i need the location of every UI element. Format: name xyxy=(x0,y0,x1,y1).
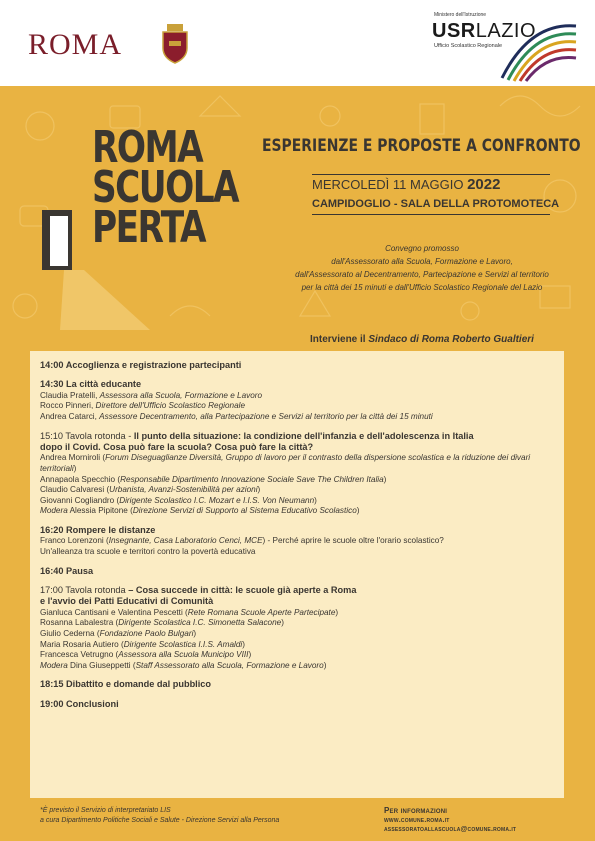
usr-ministry-label: Ministero dell'Istruzione xyxy=(434,12,487,18)
program-item-rompere-distanze: 16:20 Rompere le distanze Franco Lorenzoni (Insegnante, Casa Laboratorio Cenci, MCE) - Perché aprire le scuole oltre l'orario scolastico? Un'alleanza tra scuole e territori contro la povertà educativa xyxy=(40,524,444,556)
program-item-citta-educante: 14:30 La città educante Claudia Pratelli, Assessora alla Scuola, Formazione e Lavoro Rocco Pinneri, Direttore dell'Ufficio Scolastico Regionale Andrea Catarci, Assessore Decentramento, alla Partecipazione e Servizi al territorio per la città dei 15 minuti xyxy=(40,379,433,421)
program-item-accoglienza: 14:00 Accoglienza e registrazione partecipanti xyxy=(40,360,242,370)
event-title-logo xyxy=(92,122,272,253)
event-venue: CAMPIDOGLIO - SALA DELLA PROTOMOTECA xyxy=(312,198,560,210)
info-website-link[interactable]: www.comune.roma.it xyxy=(384,816,450,824)
usr-arcs-icon xyxy=(500,18,578,82)
title-line-roma: ROMA xyxy=(92,122,203,173)
roma-crest-icon xyxy=(160,24,190,64)
info-label: Per informazioni xyxy=(384,806,448,815)
usr-lazio-logo xyxy=(420,10,580,82)
mayor-line: Interviene il Sindaco di Roma Roberto Gualtieri xyxy=(310,334,534,345)
program-item-tavola-rotonda-1: 15:10 Tavola rotonda - Il punto della situazione: la condizione dell'infanzia e dell'adolescenza in Italia dopo il Covid. Cosa può fare la scuola? Cosa può fare la città? Andrea Morniroli (Forum Diseguaglianze Diversità, Gruppo di lavoro per il contrasto della dispersione scolastica e la riduzione dei divari territoriali) Annapaola Specchio (Responsabile Dipartimento Innovazione Sociale Save The Children Italia) Claudio Calvaresi (Urbanista, Avanzi-Sostenibilità per azioni) Giovanni Cogliandro (Dirigente Scolastico I.C. Mozart e I.I.S. Von Neumann) Modera Alessia Pipitone (Direzione Servizi di Supporto al Sistema Educativo Scolastico) xyxy=(40,430,531,516)
program-item-tavola-rotonda-2: 17:00 Tavola rotonda – Cosa succede in città: le scuole già aperte a Roma e l'avvio dei Patti Educativi di Comunità Gianluca Cantisani e Valentina Pescetti (Rete Romana Scuole Aperte Partecipate) Rosanna Labalestra (Dirigente Scolastica I.C. Simonetta Salacone) Giulio Cederna (Fondazione Paolo Bulgari) Maria Rosaria Autiero (Dirigente Scolastica I.I.S. Amaldi) Francesca Vetrugno (Assessora alla Scuola Municipo VIII) Modera Dina Giuseppetti (Staff Assessorato alla Scuola, Formazione e Lavoro) xyxy=(40,584,357,670)
light-beam xyxy=(60,270,150,330)
title-line-scuola: SCUOLA xyxy=(92,162,239,213)
header-bar xyxy=(0,0,595,86)
roma-logo: ROMA xyxy=(28,28,123,61)
program-panel xyxy=(30,351,564,798)
date-rule-top xyxy=(312,174,550,175)
event-date: MERCOLEDÌ 11 MAGGIO 2022 xyxy=(312,176,501,193)
program-item-conclusioni: 19:00 Conclusioni xyxy=(40,698,119,709)
program-item-dibattito: 18:15 Dibattito e domande dal pubblico xyxy=(40,679,212,690)
open-door-icon xyxy=(40,208,74,272)
event-heading: ESPERIENZE E PROPOSTE A CONFRONTO xyxy=(262,136,581,156)
lis-footnote: *È previsto il Servizio di interpretariato LIS a cura Dipartimento Politiche Sociali e Salute - Direzione Servizi alla Persona xyxy=(40,807,280,824)
contact-info xyxy=(384,806,516,835)
program-item-pausa: 16:40 Pausa xyxy=(40,565,94,576)
usr-subtitle: Ufficio Scolastico Regionale xyxy=(434,43,503,49)
info-email-link[interactable]: assessoratoallascuola@comune.roma.it xyxy=(384,826,517,833)
usr-lazio-wordmark: USRLAZIO xyxy=(432,20,537,42)
title-line-aperta: PERTA xyxy=(92,202,205,253)
promoters-text: Convegno promosso dall'Assessorato alla Scuola, Formazione e Lavoro, dall'Assessorato al Decentramento, Partecipazione e Servizi al territorio per la città dei 15 minuti e dall'Ufficio Scolastico Regionale del Lazio xyxy=(295,244,549,292)
date-rule-bottom xyxy=(312,214,550,215)
